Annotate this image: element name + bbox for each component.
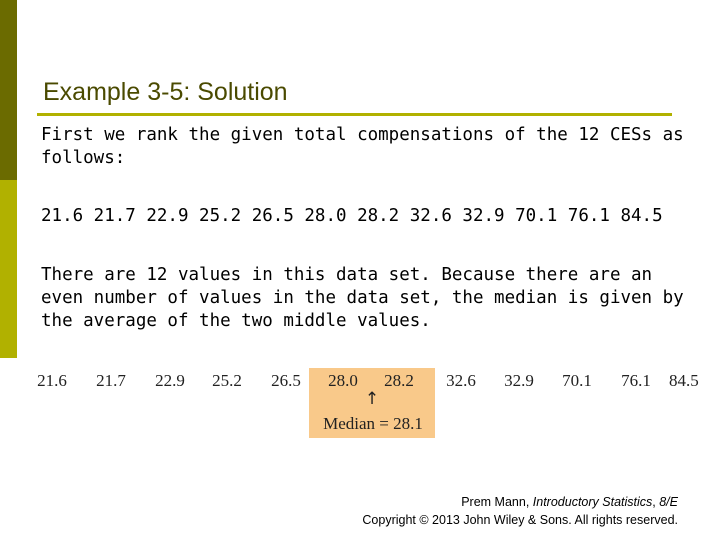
- footer-author: Prem Mann,: [461, 495, 533, 509]
- figure-value: 21.6: [37, 371, 67, 390]
- figure-value: 26.5: [271, 371, 301, 390]
- figure-value: 70.1: [562, 371, 592, 390]
- figure-value: 32.6: [446, 371, 476, 390]
- footer-citation: [362, 493, 678, 529]
- median-label: Median = 28.1: [323, 414, 423, 433]
- figure-value: 22.9: [155, 371, 185, 390]
- figure-value: 84.5: [669, 371, 699, 390]
- figure-value-middle-right: 28.2: [384, 371, 414, 390]
- figure-value: 21.7: [96, 371, 126, 390]
- footer-copyright: Copyright © 2013 John Wiley & Sons. All rights reserved.: [362, 513, 678, 527]
- intro-paragraph: First we rank the given total compensations of the 12 CESs as follows:: [41, 125, 684, 168]
- figure-value: 25.2: [212, 371, 242, 390]
- sidebar-accent-light: [0, 180, 17, 358]
- figure-value-middle-left: 28.0: [328, 371, 358, 390]
- figure-value: 76.1: [621, 371, 651, 390]
- footer-author-line: [362, 493, 678, 511]
- slide-title: Example 3-5: Solution: [43, 78, 288, 106]
- explanation-paragraph: There are 12 values in this data set. Because there are an even number of values in the data set, the median is given by the average of the two middle values.: [41, 265, 684, 331]
- sidebar-accent-dark: [0, 0, 17, 180]
- ranked-values-line: 21.6 21.7 22.9 25.2 26.5 28.0 28.2 32.6 32.9 70.1 76.1 84.5: [41, 206, 663, 226]
- up-arrow-icon: ↑: [364, 389, 380, 409]
- footer-book-title: Introductory Statistics: [532, 495, 653, 509]
- footer-separator: ,: [652, 495, 660, 509]
- footer-edition: 8/E: [659, 495, 678, 509]
- title-underline: [37, 113, 672, 116]
- figure-value: 32.9: [504, 371, 534, 390]
